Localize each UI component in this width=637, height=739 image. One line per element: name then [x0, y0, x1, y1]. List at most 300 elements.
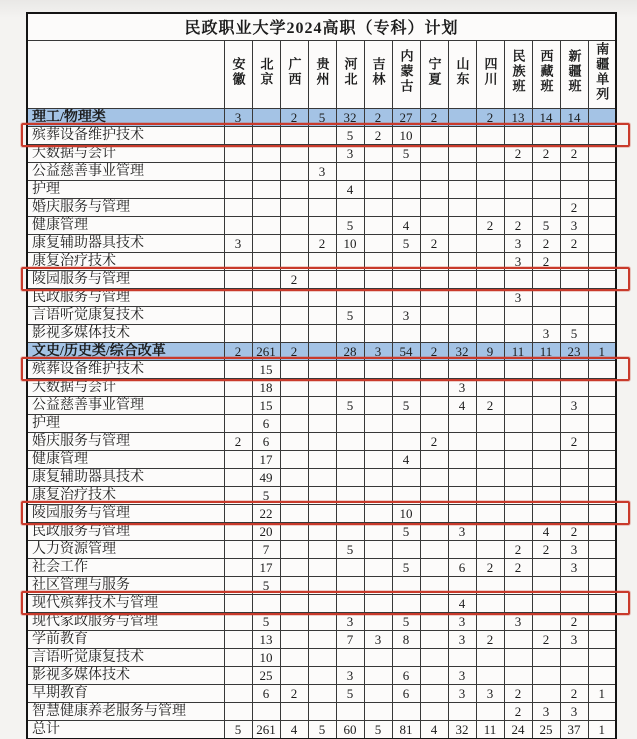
value-cell: [588, 504, 616, 522]
value-cell: [448, 360, 476, 378]
value-cell: 3: [560, 630, 588, 648]
row-label: 殡葬设备维护技术: [27, 126, 224, 144]
value-cell: [448, 504, 476, 522]
value-cell: [420, 702, 448, 720]
value-cell: 2: [532, 630, 560, 648]
value-cell: [448, 432, 476, 450]
value-cell: [420, 198, 448, 216]
column-header-1: [224, 40, 252, 108]
value-cell: [448, 540, 476, 558]
value-cell: [336, 486, 364, 504]
value-cell: 8: [392, 630, 420, 648]
value-cell: 24: [504, 720, 532, 739]
value-cell: 3: [336, 612, 364, 630]
value-cell: [420, 468, 448, 486]
value-cell: [420, 162, 448, 180]
value-cell: 2: [364, 108, 392, 126]
value-cell: [280, 288, 308, 306]
value-cell: [560, 594, 588, 612]
value-cell: [504, 378, 532, 396]
value-cell: [336, 360, 364, 378]
value-cell: [280, 450, 308, 468]
value-cell: [364, 162, 392, 180]
major-row: [27, 576, 616, 594]
value-cell: 2: [476, 108, 504, 126]
value-cell: [364, 702, 392, 720]
value-cell: [532, 594, 560, 612]
row-label: 健康管理: [27, 216, 224, 234]
major-row: [27, 414, 616, 432]
value-cell: [448, 702, 476, 720]
value-cell: [420, 594, 448, 612]
value-cell: [336, 252, 364, 270]
value-cell: [224, 666, 252, 684]
major-row: [27, 198, 616, 216]
value-cell: 54: [392, 342, 420, 360]
value-cell: [532, 576, 560, 594]
value-cell: [504, 180, 532, 198]
column-header-label: 民族班: [510, 49, 526, 94]
value-cell: [476, 180, 504, 198]
value-cell: [308, 612, 336, 630]
value-cell: [588, 558, 616, 576]
value-cell: 22: [252, 504, 280, 522]
value-cell: [504, 486, 532, 504]
value-cell: [420, 486, 448, 504]
value-cell: [280, 522, 308, 540]
value-cell: [504, 432, 532, 450]
value-cell: [392, 648, 420, 666]
value-cell: [448, 468, 476, 486]
value-cell: [252, 144, 280, 162]
value-cell: [588, 198, 616, 216]
value-cell: [588, 144, 616, 162]
value-cell: [252, 180, 280, 198]
value-cell: 32: [448, 720, 476, 739]
value-cell: [532, 684, 560, 702]
value-cell: [476, 468, 504, 486]
value-cell: [448, 270, 476, 288]
value-cell: 32: [336, 108, 364, 126]
value-cell: [252, 234, 280, 252]
value-cell: [420, 666, 448, 684]
value-cell: [336, 522, 364, 540]
value-cell: [588, 540, 616, 558]
value-cell: [392, 360, 420, 378]
value-cell: [392, 702, 420, 720]
value-cell: [476, 378, 504, 396]
major-row: [27, 666, 616, 684]
value-cell: [504, 198, 532, 216]
row-label: 影视多媒体技术: [27, 666, 224, 684]
value-cell: 3: [560, 396, 588, 414]
value-cell: [420, 270, 448, 288]
value-cell: 261: [252, 342, 280, 360]
value-cell: [364, 216, 392, 234]
value-cell: [392, 198, 420, 216]
value-cell: 2: [420, 108, 448, 126]
title-row: [27, 13, 616, 40]
value-cell: [504, 360, 532, 378]
value-cell: [224, 558, 252, 576]
value-cell: [224, 576, 252, 594]
value-cell: [588, 630, 616, 648]
value-cell: [364, 270, 392, 288]
value-cell: [532, 162, 560, 180]
value-cell: [364, 234, 392, 252]
value-cell: [560, 468, 588, 486]
value-cell: [392, 414, 420, 432]
column-header-2: [252, 40, 280, 108]
row-label: 民政服务与管理: [27, 522, 224, 540]
value-cell: 5: [392, 612, 420, 630]
value-cell: [308, 288, 336, 306]
value-cell: [532, 486, 560, 504]
value-cell: 4: [448, 594, 476, 612]
value-cell: [308, 180, 336, 198]
value-cell: [588, 486, 616, 504]
value-cell: 10: [392, 504, 420, 522]
major-row: [27, 216, 616, 234]
value-cell: [588, 594, 616, 612]
value-cell: [280, 540, 308, 558]
value-cell: [392, 324, 420, 342]
row-label: 婚庆服务与管理: [27, 198, 224, 216]
value-cell: [476, 414, 504, 432]
major-row: [27, 648, 616, 666]
value-cell: [588, 432, 616, 450]
value-cell: [420, 252, 448, 270]
value-cell: [560, 306, 588, 324]
value-cell: [336, 414, 364, 432]
value-cell: [364, 540, 392, 558]
value-cell: [364, 594, 392, 612]
value-cell: 2: [532, 234, 560, 252]
value-cell: [476, 162, 504, 180]
value-cell: [224, 288, 252, 306]
value-cell: 5: [336, 306, 364, 324]
value-cell: 3: [364, 630, 392, 648]
value-cell: [224, 486, 252, 504]
value-cell: [420, 324, 448, 342]
value-cell: [532, 306, 560, 324]
value-cell: 3: [392, 306, 420, 324]
value-cell: [448, 306, 476, 324]
value-cell: [224, 630, 252, 648]
value-cell: [280, 486, 308, 504]
value-cell: [420, 576, 448, 594]
value-cell: [280, 126, 308, 144]
value-cell: [252, 594, 280, 612]
value-cell: 2: [224, 342, 252, 360]
value-cell: 6: [392, 666, 420, 684]
value-cell: [532, 450, 560, 468]
value-cell: 3: [336, 666, 364, 684]
value-cell: [504, 468, 532, 486]
value-cell: [224, 162, 252, 180]
value-cell: [280, 504, 308, 522]
value-cell: [420, 558, 448, 576]
value-cell: 2: [560, 522, 588, 540]
value-cell: [280, 396, 308, 414]
value-cell: [280, 144, 308, 162]
value-cell: 2: [560, 234, 588, 252]
value-cell: [308, 558, 336, 576]
value-cell: 2: [224, 432, 252, 450]
value-cell: [336, 270, 364, 288]
value-cell: [476, 666, 504, 684]
value-cell: [476, 648, 504, 666]
value-cell: [224, 540, 252, 558]
value-cell: [308, 216, 336, 234]
value-cell: [392, 468, 420, 486]
value-cell: 27: [392, 108, 420, 126]
value-cell: [560, 504, 588, 522]
value-cell: [392, 252, 420, 270]
value-cell: [448, 648, 476, 666]
value-cell: [252, 270, 280, 288]
value-cell: [532, 612, 560, 630]
value-cell: [280, 468, 308, 486]
value-cell: [448, 450, 476, 468]
value-cell: 3: [504, 234, 532, 252]
value-cell: 5: [308, 720, 336, 739]
value-cell: [532, 468, 560, 486]
value-cell: [532, 648, 560, 666]
value-cell: [364, 198, 392, 216]
value-cell: [224, 378, 252, 396]
value-cell: [532, 432, 560, 450]
value-cell: [280, 252, 308, 270]
value-cell: 20: [252, 522, 280, 540]
value-cell: [532, 180, 560, 198]
row-label: 公益慈善事业管理: [27, 162, 224, 180]
value-cell: 17: [252, 558, 280, 576]
value-cell: 5: [336, 684, 364, 702]
value-cell: [448, 324, 476, 342]
value-cell: 3: [560, 558, 588, 576]
column-header-row: [27, 40, 616, 108]
value-cell: [448, 108, 476, 126]
row-label: 护理: [27, 180, 224, 198]
value-cell: [392, 576, 420, 594]
value-cell: [560, 360, 588, 378]
value-cell: 17: [252, 450, 280, 468]
value-cell: [308, 666, 336, 684]
value-cell: [308, 306, 336, 324]
value-cell: 2: [504, 144, 532, 162]
value-cell: [532, 414, 560, 432]
value-cell: 11: [532, 342, 560, 360]
value-cell: 3: [448, 630, 476, 648]
value-cell: [476, 252, 504, 270]
value-cell: [476, 540, 504, 558]
value-cell: 4: [280, 720, 308, 739]
value-cell: 13: [252, 630, 280, 648]
value-cell: 7: [252, 540, 280, 558]
column-header-label: 山东: [454, 56, 470, 87]
value-cell: [224, 468, 252, 486]
value-cell: 4: [392, 450, 420, 468]
value-cell: [420, 144, 448, 162]
value-cell: 6: [392, 684, 420, 702]
value-cell: 2: [280, 270, 308, 288]
plan-table: [26, 12, 617, 739]
value-cell: 32: [448, 342, 476, 360]
value-cell: [364, 648, 392, 666]
column-header-label: 西藏班: [538, 49, 554, 94]
value-cell: [420, 504, 448, 522]
value-cell: 5: [252, 612, 280, 630]
row-label: 大数据与会计: [27, 378, 224, 396]
major-row: [27, 504, 616, 522]
value-cell: 3: [308, 162, 336, 180]
row-label: 社区管理与服务: [27, 576, 224, 594]
major-row: [27, 702, 616, 720]
row-label: 殡葬设备维护技术: [27, 360, 224, 378]
major-row: [27, 432, 616, 450]
value-cell: [420, 450, 448, 468]
value-cell: [392, 180, 420, 198]
row-label: 大数据与会计: [27, 144, 224, 162]
value-cell: [420, 612, 448, 630]
value-cell: [532, 504, 560, 522]
value-cell: [420, 522, 448, 540]
value-cell: [504, 648, 532, 666]
value-cell: 1: [588, 684, 616, 702]
major-row: [27, 252, 616, 270]
row-label: 陵园服务与管理: [27, 504, 224, 522]
total-row: [27, 720, 616, 739]
value-cell: [588, 414, 616, 432]
value-cell: [364, 666, 392, 684]
value-cell: [420, 396, 448, 414]
value-cell: [280, 594, 308, 612]
value-cell: 5: [392, 558, 420, 576]
section-header-row: [27, 342, 616, 360]
value-cell: [224, 306, 252, 324]
value-cell: [420, 288, 448, 306]
value-cell: [280, 576, 308, 594]
row-label: 康复辅助器具技术: [27, 234, 224, 252]
value-cell: 3: [224, 108, 252, 126]
value-cell: [308, 594, 336, 612]
value-cell: [364, 396, 392, 414]
major-row: [27, 270, 616, 288]
value-cell: 2: [476, 630, 504, 648]
value-cell: [476, 270, 504, 288]
value-cell: [308, 432, 336, 450]
value-cell: [588, 162, 616, 180]
value-cell: [588, 108, 616, 126]
value-cell: [336, 594, 364, 612]
row-label: 总计: [27, 720, 224, 739]
value-cell: 3: [504, 612, 532, 630]
value-cell: [336, 288, 364, 306]
value-cell: [560, 648, 588, 666]
value-cell: [392, 162, 420, 180]
value-cell: [588, 270, 616, 288]
value-cell: [364, 612, 392, 630]
major-row: [27, 486, 616, 504]
value-cell: [560, 180, 588, 198]
value-cell: 6: [448, 558, 476, 576]
major-row: [27, 612, 616, 630]
value-cell: [252, 252, 280, 270]
value-cell: [420, 126, 448, 144]
value-cell: 2: [280, 342, 308, 360]
value-cell: [364, 252, 392, 270]
value-cell: 3: [224, 234, 252, 252]
value-cell: 5: [336, 126, 364, 144]
row-label: 民政服务与管理: [27, 288, 224, 306]
value-cell: [308, 486, 336, 504]
value-cell: [308, 702, 336, 720]
row-label: 现代殡葬技术与管理: [27, 594, 224, 612]
value-cell: [588, 612, 616, 630]
value-cell: 3: [532, 702, 560, 720]
value-cell: [420, 540, 448, 558]
value-cell: [308, 468, 336, 486]
value-cell: 5: [336, 216, 364, 234]
row-label: 康复治疗技术: [27, 486, 224, 504]
value-cell: [504, 630, 532, 648]
value-cell: [280, 216, 308, 234]
value-cell: [588, 234, 616, 252]
row-label: 社会工作: [27, 558, 224, 576]
row-label: 现代家政服务与管理: [27, 612, 224, 630]
value-cell: 2: [280, 108, 308, 126]
value-cell: [252, 162, 280, 180]
value-cell: [588, 324, 616, 342]
value-cell: [280, 612, 308, 630]
value-cell: [392, 594, 420, 612]
value-cell: 6: [252, 414, 280, 432]
value-cell: [448, 234, 476, 252]
value-cell: [364, 468, 392, 486]
value-cell: [532, 288, 560, 306]
value-cell: [420, 684, 448, 702]
value-cell: [252, 216, 280, 234]
value-cell: 2: [504, 216, 532, 234]
value-cell: [308, 630, 336, 648]
value-cell: 5: [224, 720, 252, 739]
value-cell: 81: [392, 720, 420, 739]
value-cell: [280, 414, 308, 432]
major-row: [27, 522, 616, 540]
value-cell: 2: [560, 198, 588, 216]
column-header-label: 吉林: [370, 56, 386, 87]
value-cell: [280, 360, 308, 378]
value-cell: [504, 126, 532, 144]
row-label: 理工/物理类: [27, 108, 224, 126]
value-cell: [476, 576, 504, 594]
major-row: [27, 288, 616, 306]
value-cell: 4: [420, 720, 448, 739]
value-cell: [224, 414, 252, 432]
value-cell: [532, 378, 560, 396]
value-cell: [308, 144, 336, 162]
value-cell: 2: [420, 234, 448, 252]
value-cell: [336, 198, 364, 216]
value-cell: 9: [476, 342, 504, 360]
value-cell: [504, 504, 532, 522]
column-header-14: [588, 40, 616, 108]
value-cell: [504, 594, 532, 612]
value-cell: [560, 486, 588, 504]
value-cell: 3: [448, 378, 476, 396]
value-cell: [224, 216, 252, 234]
